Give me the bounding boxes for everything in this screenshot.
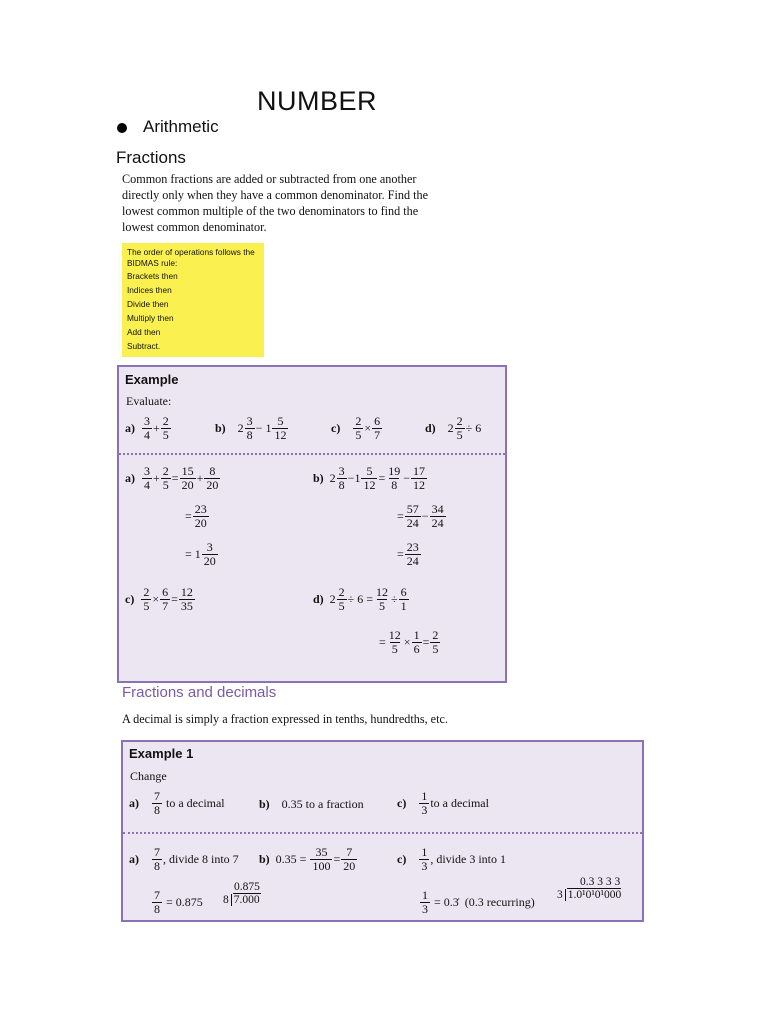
- answer-a-step3: = 1 $\frac{3}{20}$: [185, 540, 216, 568]
- e1-question-b: b) 0.35 to a fraction: [259, 797, 364, 811]
- page-title: NUMBER: [256, 86, 377, 116]
- section-title: Fractions: [116, 148, 186, 167]
- answer-b-step3: = $\frac{23}{24}$: [397, 540, 419, 568]
- decimal-definition: A decimal is simply a fraction expressed in tenths, hundredths, etc.: [122, 712, 448, 726]
- e1-long-division-a: 0.875 8 7.000: [223, 881, 260, 906]
- bullet-dot: [117, 123, 127, 133]
- answer-a: a) $\frac{3}{4}$ + $\frac{2}{5}$ = $\frac{15}{20}$ + $\frac{8}{20}$: [125, 464, 219, 492]
- e1-answer-c: c) $\frac{1}{3}$ , divide 3 into 1: [397, 845, 506, 873]
- example1-box: [121, 740, 644, 922]
- answer-b-step2: = $\frac{57}{24}$ − $\frac{34}{24}$: [397, 502, 444, 530]
- answer-a-step2: = $\frac{23}{20}$: [185, 502, 207, 530]
- example1-title: Example 1: [129, 746, 194, 761]
- question-d: d) 2 $\frac{2}{5}$ ÷ 6: [425, 414, 482, 442]
- e1-question-a: a) $\frac{7}{8}$ to a decimal: [129, 789, 225, 817]
- example-prompt: Evaluate:: [126, 394, 172, 408]
- answer-d: d) 2 $\frac{2}{5}$ ÷ 6 = $\frac{12}{5}$ ÷ $\frac{6}{1}$: [313, 585, 407, 613]
- bidmas-note: The order of operations follows the BIDMAS rule: Brackets then Indices then Divide then Multiply then Add then Subtract.: [122, 243, 264, 357]
- divider: [123, 832, 642, 834]
- intro-paragraph: Common fractions are added or subtracted from one another directly only when they have a common denominator. Find the lowest common multiple of the two denominators to find the lowest common denominator.: [122, 172, 428, 234]
- e1-long-division-c: 0.3 3 3 3 3 1.0¹0¹0¹000: [557, 876, 622, 901]
- answer-d-step2: = $\frac{12}{5}$ × $\frac{1}{6}$ = $\frac{2}{5}$: [379, 628, 439, 656]
- e1-question-c: c) $\frac{1}{3}$ to a decimal: [397, 789, 489, 817]
- fractions-decimals-title: Fractions and decimals: [122, 684, 277, 701]
- divider: [119, 453, 505, 455]
- example1-prompt: Change: [130, 769, 167, 783]
- bullet-label: Arithmetic: [143, 117, 219, 136]
- example-box: [117, 365, 507, 683]
- e1-answer-a-decimal: $\frac{7}{8}$ = 0.875: [154, 888, 203, 916]
- question-a: a) $\frac{3}{4}$ + $\frac{2}{5}$: [125, 414, 169, 442]
- question-b: b) 2 $\frac{3}{8}$ − 1 $\frac{5}{12}$: [215, 414, 287, 442]
- e1-answer-b: b) 0.35 = $\frac{35}{100}$ = $\frac{7}{20}$: [259, 845, 356, 873]
- e1-answer-c-decimal: $\frac{1}{3}$ = 0.3̇ (0.3 recurring): [422, 888, 535, 916]
- example-title: Example: [125, 372, 179, 387]
- e1-answer-a: a) $\frac{7}{8}$ , divide 8 into 7: [129, 845, 239, 873]
- answer-c: c) $\frac{2}{5}$ × $\frac{6}{7}$ = $\frac{12}{35}$: [125, 585, 193, 613]
- answer-b: b) 2 $\frac{3}{8}$ −1 $\frac{5}{12}$ = $\frac{19}{8}$ − $\frac{17}{12}$: [313, 464, 426, 492]
- question-c: c) $\frac{2}{5}$ × $\frac{6}{7}$: [331, 414, 381, 442]
